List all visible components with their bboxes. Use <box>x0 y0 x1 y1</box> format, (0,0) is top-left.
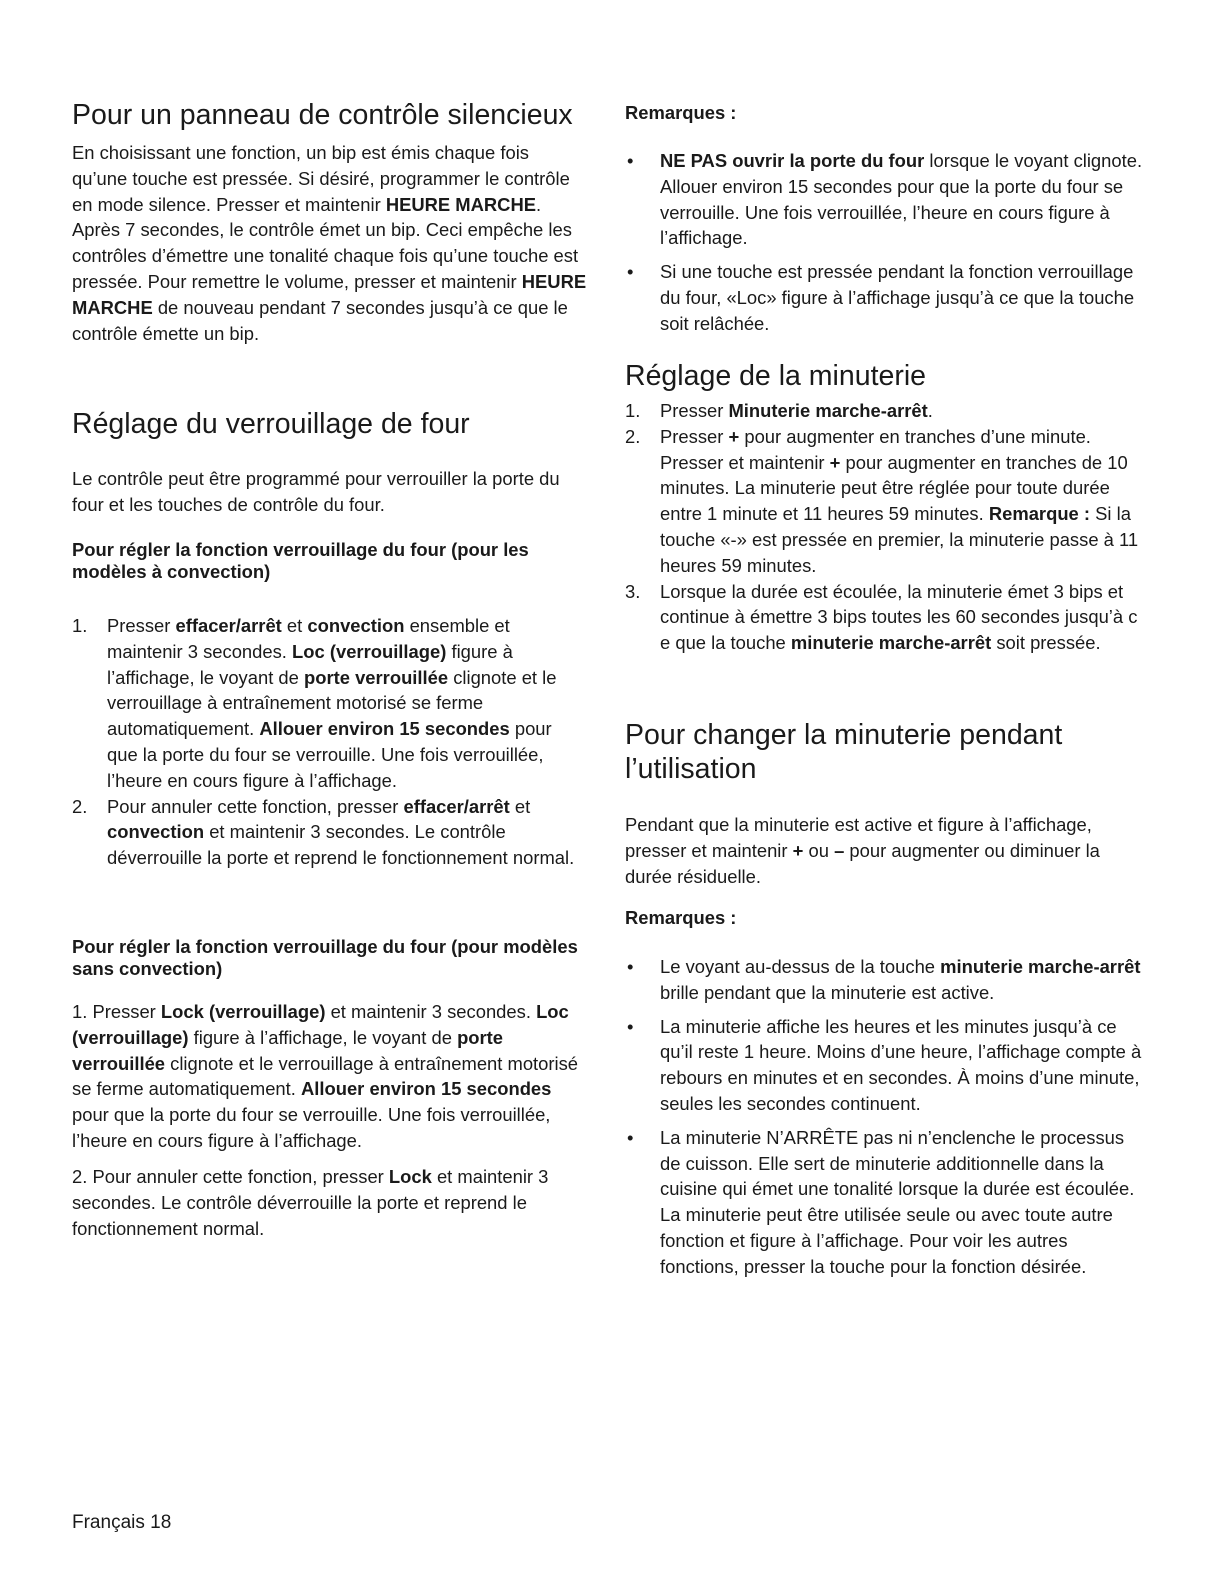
bold-text: Allouer environ 15 secondes <box>300 1078 552 1100</box>
text-run: lorsque le voyant clignote. Allouer environ 15 secondes pour que la porte du four se verrouille. Une fois verrouillée, l’heure en cours figure à l’affichage. <box>660 150 1143 249</box>
bold-text: convection <box>307 615 405 636</box>
bullet-icon: • <box>627 1015 634 1037</box>
bold-text: HEURE MARCHE <box>385 193 537 215</box>
bullet-icon: • <box>627 956 634 977</box>
subheading-no-convection: Pour régler la fonction verrouillage du four (pour modèles sans convection) <box>72 936 578 979</box>
text-run: Presser <box>660 425 729 447</box>
bold-text: effacer/arrêt <box>175 615 282 636</box>
text-run: figure à l’affichage, le voyant de <box>107 640 513 688</box>
list-item <box>625 424 1145 579</box>
list-item <box>625 579 1145 656</box>
heading-change-timer: Pour changer la minuterie pendant l’utilisation <box>625 719 1063 785</box>
bullet-item <box>625 259 1145 336</box>
text-run: Pour annuler cette fonction, presser <box>107 795 404 817</box>
text-run: de nouveau pendant 7 secondes jusqu’à ce que le contrôle émette un bip. <box>72 296 568 344</box>
text-run: et <box>281 615 308 636</box>
text-run: ou <box>803 839 835 861</box>
notes-list-1 <box>625 148 1145 345</box>
text-run: La minuterie N’ARRÊTE pas ni n’enclenche le processus de cuisson. Elle sert de minuterie additionnelle dans la cuisine qui émet une tonalité lorsque la durée est écoulée. La minuterie peut être utilisée seule ou avec toute autre fonction et figure à l’affichage. Pour voir les autres fonctions, presser la touche pour la fonction désirée. <box>660 1126 1135 1277</box>
text-run: . Après 7 secondes, le contrôle émet un bip. Ceci empêche les contrôles d’émettre une tonalité chaque fois qu’une touche est pressée. Pour remettre le volume, presser et maintenir <box>72 193 579 292</box>
text-run: soit pressée. <box>991 632 1101 654</box>
bold-text: + <box>792 839 804 861</box>
text-run: pour augmenter ou diminuer la durée résiduelle. <box>625 839 1100 887</box>
bullet-icon: • <box>627 150 634 171</box>
paragraph-no-convection-step2 <box>72 1164 587 1241</box>
text-run: Si la touche «-» est pressée en premier, la minuterie passe à 11 heures 59 minutes. <box>660 503 1139 576</box>
list-item <box>625 398 1145 424</box>
text-run: Le voyant au-dessus de la touche <box>660 956 941 977</box>
bold-text: + <box>728 425 740 447</box>
list-number: 1. <box>72 615 88 636</box>
list-number: 1. <box>625 400 641 421</box>
bold-text: Remarque : <box>988 503 1091 525</box>
text-run: 1. Presser <box>72 1001 161 1022</box>
text-run: . <box>927 400 933 421</box>
bold-text: + <box>829 451 841 473</box>
list-number: 3. <box>625 580 641 602</box>
list-number: 2. <box>72 795 88 817</box>
text-run: Pendant que la minuterie est active et figure à l’affichage, presser et maintenir <box>625 814 1092 861</box>
page-footer: Français 18 <box>72 1512 172 1533</box>
paragraph-no-convection-step1 <box>72 999 587 1154</box>
text-run: et maintenir 3 secondes. Le contrôle déverrouille la porte et reprend le fonctionnement normal. <box>72 1166 549 1239</box>
heading-oven-lock: Réglage du verrouillage de four <box>72 408 470 440</box>
bullet-icon: • <box>627 1126 634 1148</box>
text-run: Lorsque la durée est écoulée, la minuterie émet 3 bips et continue à émettre 3 bips toutes les 60 secondes jusqu’à c e que la touche <box>660 580 1138 654</box>
bold-text: Lock (verrouillage) <box>160 1001 326 1022</box>
bold-text: porte verrouillée <box>72 1026 504 1074</box>
text-run: Si une touche est pressée pendant la fonction verrouillage du four, «Loc» figure à l’affichage jusqu’à ce que la touche soit relâchée. <box>660 261 1135 334</box>
bullet-item <box>625 954 1145 1006</box>
heading-timer: Réglage de la minuterie <box>625 360 927 392</box>
notes-heading-1: Remarques : <box>625 102 737 123</box>
text-run: clignote et le verrouillage à entraînement motorisé se ferme automatiquement. <box>72 1052 579 1100</box>
bold-text: NE PAS ouvrir la porte du four <box>660 150 925 171</box>
text-run: clignote et le verrouillage à entraînement motorisé se ferme automatiquement. <box>107 666 557 740</box>
list-timer-steps <box>625 398 1145 656</box>
bold-text: convection <box>107 821 205 843</box>
paragraph-silent-panel <box>72 140 587 346</box>
text-run: pour que la porte du four se verrouille. Une fois verrouillée, l’heure en cours figure à l’affichage. <box>72 1104 551 1151</box>
bold-text: Loc (verrouillage) <box>292 640 447 662</box>
text-run: En choisissant une fonction, un bip est émis chaque fois qu’une touche est pressée. Si désiré, programmer le contrôle en mode silence. Presser et maintenir <box>72 142 570 215</box>
text-run: Presser <box>107 615 176 636</box>
bullet-item <box>625 1014 1145 1117</box>
notes-list-2 <box>625 954 1145 1288</box>
bold-text: minuterie marche-arrêt <box>940 956 1141 977</box>
text-run: 2. Pour annuler cette fonction, presser <box>72 1166 389 1187</box>
text-run: pour augmenter en tranches de 10 minutes. La minuterie peut être réglée pour toute durée entre 1 minute et 11 heures 59 minutes. <box>660 451 1128 525</box>
text-run: Presser <box>660 400 729 421</box>
bold-text: Allouer environ 15 secondes <box>259 718 510 740</box>
text-run: brille pendant que la minuterie est active. <box>660 981 995 1003</box>
bold-text: effacer/arrêt <box>403 795 510 817</box>
bullet-icon: • <box>627 261 634 283</box>
list-item <box>72 613 587 794</box>
bullet-item <box>625 148 1145 251</box>
heading-silent-panel: Pour un panneau de contrôle silencieux <box>72 99 573 131</box>
bold-text: HEURE MARCHE <box>72 270 587 318</box>
text-run: et <box>509 795 531 817</box>
bold-text: Loc (verrouillage) <box>72 1001 569 1048</box>
text-run: pour augmenter en tranches d’une minute. Presser et maintenir <box>660 425 1091 473</box>
paragraph-oven-lock-intro: Le contrôle peut être programmé pour verrouiller la porte du four et les touches de contrôle du four. <box>72 468 560 515</box>
bullet-item <box>625 1125 1145 1280</box>
bold-text: Minuterie marche-arrêt <box>728 400 928 421</box>
bold-text: – <box>834 839 845 861</box>
bold-text: porte verrouillée <box>303 666 449 688</box>
text-run: ensemble et maintenir 3 secondes. <box>107 615 510 662</box>
paragraph-change-timer <box>625 812 1145 889</box>
bold-text: minuterie marche-arrêt <box>790 632 992 654</box>
text-run: figure à l’affichage, le voyant de <box>188 1026 458 1048</box>
list-item <box>72 794 587 871</box>
list-convection-steps <box>72 613 587 871</box>
text-run: et maintenir 3 secondes. Le contrôle déverrouille la porte et reprend le fonctionnement normal. <box>107 821 575 869</box>
text-run: et maintenir 3 secondes. <box>325 1001 537 1022</box>
subheading-convection: Pour régler la fonction verrouillage du four (pour les modèles à convection) <box>72 539 529 582</box>
text-run: La minuterie affiche les heures et les minutes jusqu’à ce qu’il reste 1 heure. Moins d’une heure, l’affichage compte à rebours en minutes et en secondes. À moins d’une minute, seules les secondes continuent. <box>660 1015 1142 1114</box>
bold-text: Lock <box>388 1166 432 1187</box>
list-number: 2. <box>625 425 641 447</box>
notes-heading-2: Remarques : <box>625 907 737 928</box>
text-run: pour que la porte du four se verrouille. Une fois verrouillée, l’heure en cours figure à l’affichage. <box>107 718 552 791</box>
